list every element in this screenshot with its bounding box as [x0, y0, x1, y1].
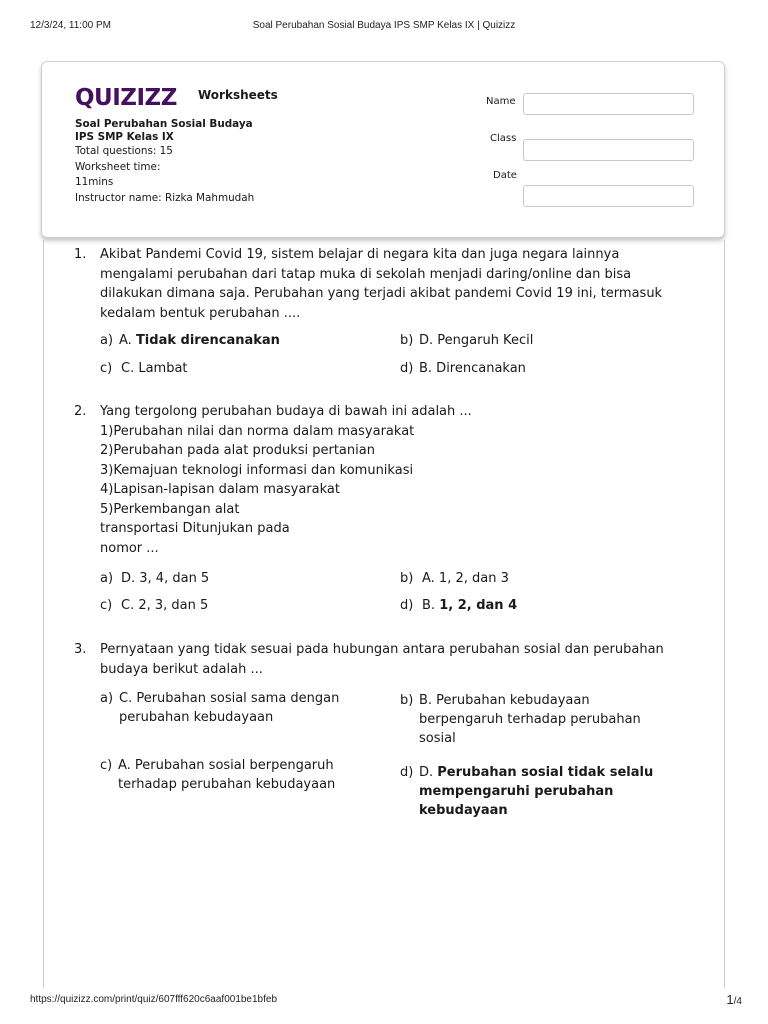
quizizz-logo: QUIZIZZ [75, 85, 177, 111]
worksheet-header-card [41, 61, 725, 238]
option-d [400, 763, 670, 823]
option-answer: Tidak direncanakan [135, 333, 280, 348]
print-url: https://quizizz.com/print/quiz/607fff620c6aaf001be1bfeb [30, 994, 278, 1005]
worksheet-title [75, 118, 305, 144]
question-text-line: 2)Perubahan pada alat produksi pertanian [100, 443, 375, 458]
option-answer: C. 2, 3, dan 5 [121, 598, 209, 613]
option-label: c) [100, 361, 113, 376]
instructor-name: Instructor name: Rizka Mahmudah [75, 191, 255, 204]
question-text-line: Yang tergolong perubahan budaya di bawah ini adalah ... [100, 404, 472, 419]
question-text-line: Pernyataan yang tidak sesuai pada hubungan antara perubahan sosial dan perubahan [100, 642, 664, 657]
print-date: 12/3/24, 11:00 PM [30, 20, 111, 31]
option-label: a) [100, 571, 114, 586]
option-a [100, 689, 390, 729]
option-answer-line: sosial [419, 731, 456, 746]
class-label: Class [490, 133, 517, 144]
option-b [400, 691, 670, 751]
total-questions: Total questions: 15 [75, 145, 173, 157]
question-text-line: Akibat Pandemi Covid 19, sistem belajar di negara kita dan juga negara lainnya [100, 247, 620, 262]
option-label: b) [400, 333, 414, 348]
name-input[interactable] [523, 93, 694, 115]
question-3 [74, 640, 674, 830]
option-label: a) [100, 691, 114, 706]
option-label: c) [100, 758, 113, 773]
option-answer: C. Lambat [121, 361, 188, 376]
question-text [100, 640, 670, 679]
name-label: Name [486, 96, 516, 107]
brand [75, 84, 278, 112]
question-text-line: kedalam bentuk perubahan .... [100, 305, 301, 321]
print-footer [0, 994, 768, 1008]
worksheet-title-line2: IPS SMP Kelas IX [75, 131, 174, 143]
date-input[interactable] [523, 185, 694, 207]
worksheet-time-value: 11mins [75, 176, 114, 188]
option-answer: D. Pengaruh Kecil [419, 333, 534, 348]
question-1 [74, 245, 674, 385]
option-c [100, 756, 390, 796]
question-number: 2. [74, 404, 87, 419]
question-text-line: 4)Lapisan-lapisan dalam masyarakat [100, 482, 340, 497]
worksheet-meta [75, 118, 305, 206]
option-answer-line: berpengaruh terhadap perubahan [419, 712, 641, 727]
question-text-line: dilakukan dimana saja. Perubahan yang terjadi akibat pandemi Covid 19 ini, termasuk [100, 286, 663, 301]
option-answer-line: perubahan kebudayaan [119, 710, 274, 725]
option-answer: A. 1, 2, dan 3 [422, 571, 509, 586]
option-answer-line: B. Perubahan kebudayaan [419, 693, 590, 708]
option-answer-line: kebudayaan [419, 803, 508, 818]
page-number: 1 [726, 992, 734, 1007]
option-label: a) [100, 333, 114, 348]
option-prefix: A. [119, 333, 136, 348]
worksheet-title-line1: Soal Perubahan Sosial Budaya [75, 118, 253, 130]
question-text-line: 1)Perubahan nilai dan norma dalam masyarakat [100, 423, 415, 439]
question-text [100, 402, 670, 558]
option-label: b) [400, 571, 414, 586]
option-answer-line: C. Perubahan sosial sama dengan [119, 691, 340, 706]
question-number: 1. [74, 247, 87, 262]
option-prefix: B. [422, 598, 440, 613]
class-input[interactable] [523, 139, 694, 161]
print-title: Soal Perubahan Sosial Budaya IPS SMP Kelas IX | Quizizz [252, 20, 516, 31]
print-header [0, 20, 768, 34]
question-text-line: budaya berikut adalah ... [100, 661, 263, 677]
question-text-line: mengalami perubahan dari tatap muka di sekolah menjadi daring/online dan bisa [100, 266, 632, 282]
page-total: /4 [733, 996, 742, 1007]
option-label: b) [400, 693, 414, 708]
option-answer-line: terhadap perubahan kebudayaan [118, 777, 336, 792]
option-label: d) [400, 598, 414, 613]
date-label: Date [493, 170, 517, 181]
question-text-line: transportasi Ditunjukan pada [100, 521, 290, 536]
question-text-line: 5)Perkembangan alat [100, 501, 240, 517]
option-label: d) [400, 765, 414, 780]
option-label: d) [400, 361, 414, 376]
question-text [100, 245, 670, 323]
question-number: 3. [74, 642, 87, 657]
option-answer: B. Direncanakan [419, 361, 526, 376]
worksheets-label: Worksheets [198, 88, 278, 102]
option-answer-line: mempengaruhi perubahan [419, 784, 614, 799]
worksheet-time-label: Worksheet time: [75, 160, 161, 173]
option-answer: 1, 2, dan 4 [439, 598, 518, 613]
option-answer-line: A. Perubahan sosial berpengaruh [118, 758, 334, 773]
option-answer: D. 3, 4, dan 5 [121, 571, 210, 586]
option-label: c) [100, 598, 113, 613]
question-text-line: nomor ... [100, 540, 159, 556]
question-text-line: 3)Kemajuan teknologi informasi dan komunikasi [100, 462, 414, 478]
option-prefix: D. [419, 765, 438, 780]
page-indicator [726, 992, 742, 1007]
option-answer-line: Perubahan sosial tidak selalu [437, 765, 654, 780]
question-2 [74, 402, 674, 622]
